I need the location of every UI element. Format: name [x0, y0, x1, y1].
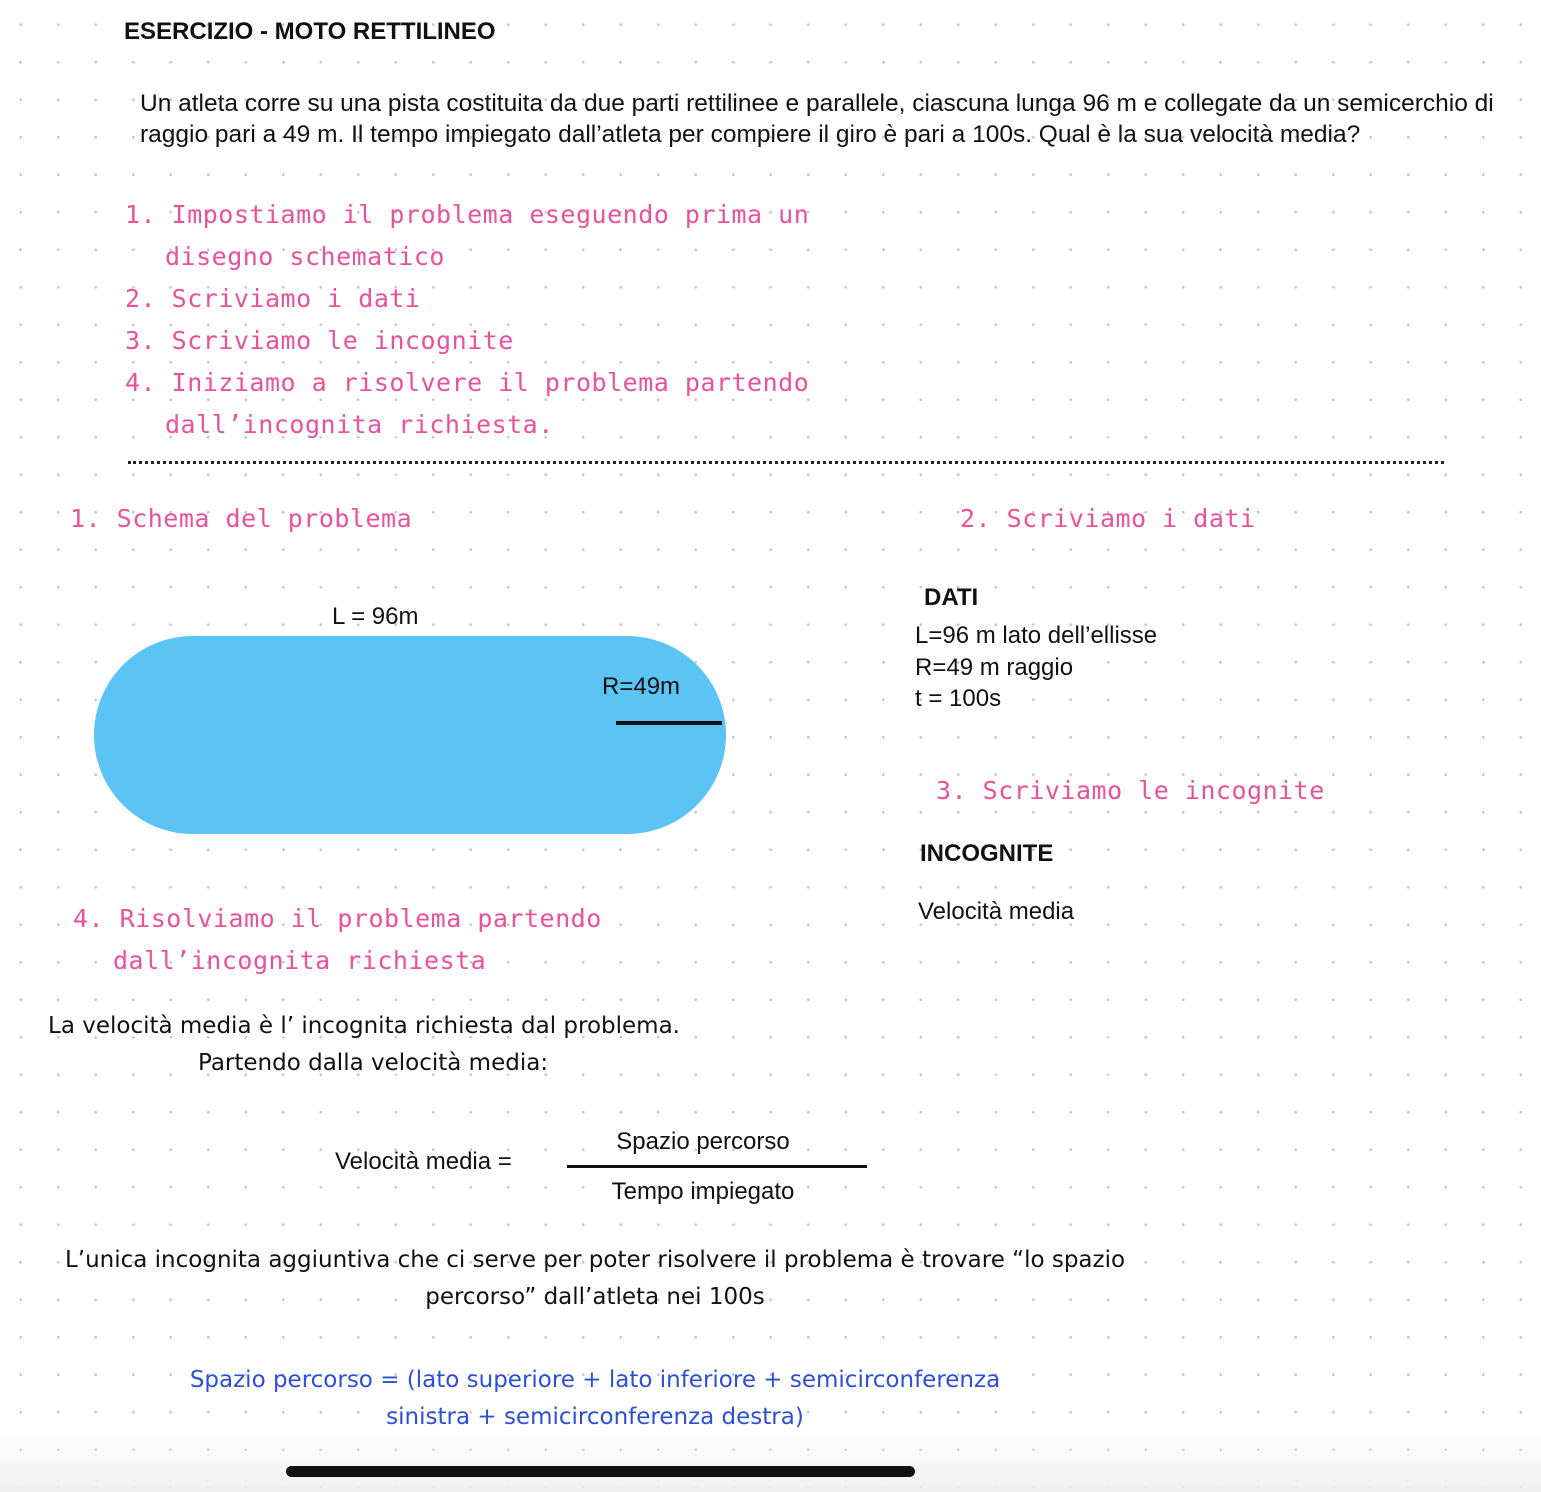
- explanation-line-1: La velocità media è l’ incognita richiesta dal problema.: [48, 1013, 680, 1039]
- radius-label: R=49m: [602, 673, 681, 700]
- steps-list: [125, 194, 809, 446]
- problem-statement: Un atleta corre su una pista costituita da due parti rettilinee e parallele, ciascuna lunga 96 m e collegate da un semicerchio di raggio pari a 49 m. Il tempo impiegato dall’atleta per compiere il giro è pari a 100s. Qual è la sua velocità media?: [140, 90, 1494, 148]
- step-1-cont: disegno schematico: [165, 242, 445, 271]
- heading-risolviamo-line1: 4. Risolviamo il problema partendo: [73, 904, 602, 933]
- exercise-title: ESERCIZIO - MOTO RETTILINEO: [124, 18, 496, 45]
- incognite-title: INCOGNITE: [920, 840, 1054, 867]
- formula-numerator: Spazio percorso: [616, 1128, 790, 1155]
- step-2: 2. Scriviamo i dati: [125, 284, 421, 313]
- dati-item-radius: R=49 m raggio: [915, 653, 1074, 681]
- step-4: 4. Iniziamo a risolvere il problema partendo: [125, 368, 810, 397]
- dati-title: DATI: [924, 584, 979, 611]
- fraction-bar: [567, 1165, 867, 1168]
- step-4-cont: dall’incognita richiesta.: [165, 410, 554, 439]
- explanation-line-2: Partendo dalla velocità media:: [198, 1050, 549, 1076]
- home-indicator[interactable]: [286, 1466, 915, 1477]
- note-text: L’unica incognita aggiuntiva che ci serve per poter risolvere il problema è trovare “lo spazio percorso” dall’atleta nei 100s: [64, 1247, 1126, 1310]
- dati-item-time: t = 100s: [915, 685, 1002, 712]
- dati-item-length: L=96 m lato dell’ellisse: [915, 622, 1158, 649]
- formula-lhs: Velocità media =: [335, 1148, 512, 1175]
- step-1: 1. Impostiamo il problema eseguendo prima un: [125, 200, 810, 229]
- bottom-fade: [0, 1430, 1541, 1492]
- heading-incognite: 3. Scriviamo le incognite: [936, 776, 1325, 805]
- formula-denominator: Tempo impiegato: [611, 1178, 795, 1205]
- track-diagram: [94, 636, 726, 834]
- length-label: L = 96m: [332, 603, 419, 630]
- heading-risolviamo: [73, 898, 602, 982]
- spazio-formula: Spazio percorso = (lato superiore + lato inferiore + semicirconferenza sinistra + semicirconferenza destra): [189, 1367, 1001, 1430]
- radius-line: [616, 721, 722, 725]
- incognite-item: Velocità media: [918, 898, 1075, 925]
- heading-schema: 1. Schema del problema: [70, 504, 413, 533]
- dati-list: [915, 620, 1157, 715]
- heading-dati: 2. Scriviamo i dati: [960, 504, 1256, 533]
- heading-risolviamo-line2: dall’incognita richiesta: [113, 946, 487, 975]
- step-3: 3. Scriviamo le incognite: [125, 326, 514, 355]
- dotted-divider: [128, 461, 1444, 464]
